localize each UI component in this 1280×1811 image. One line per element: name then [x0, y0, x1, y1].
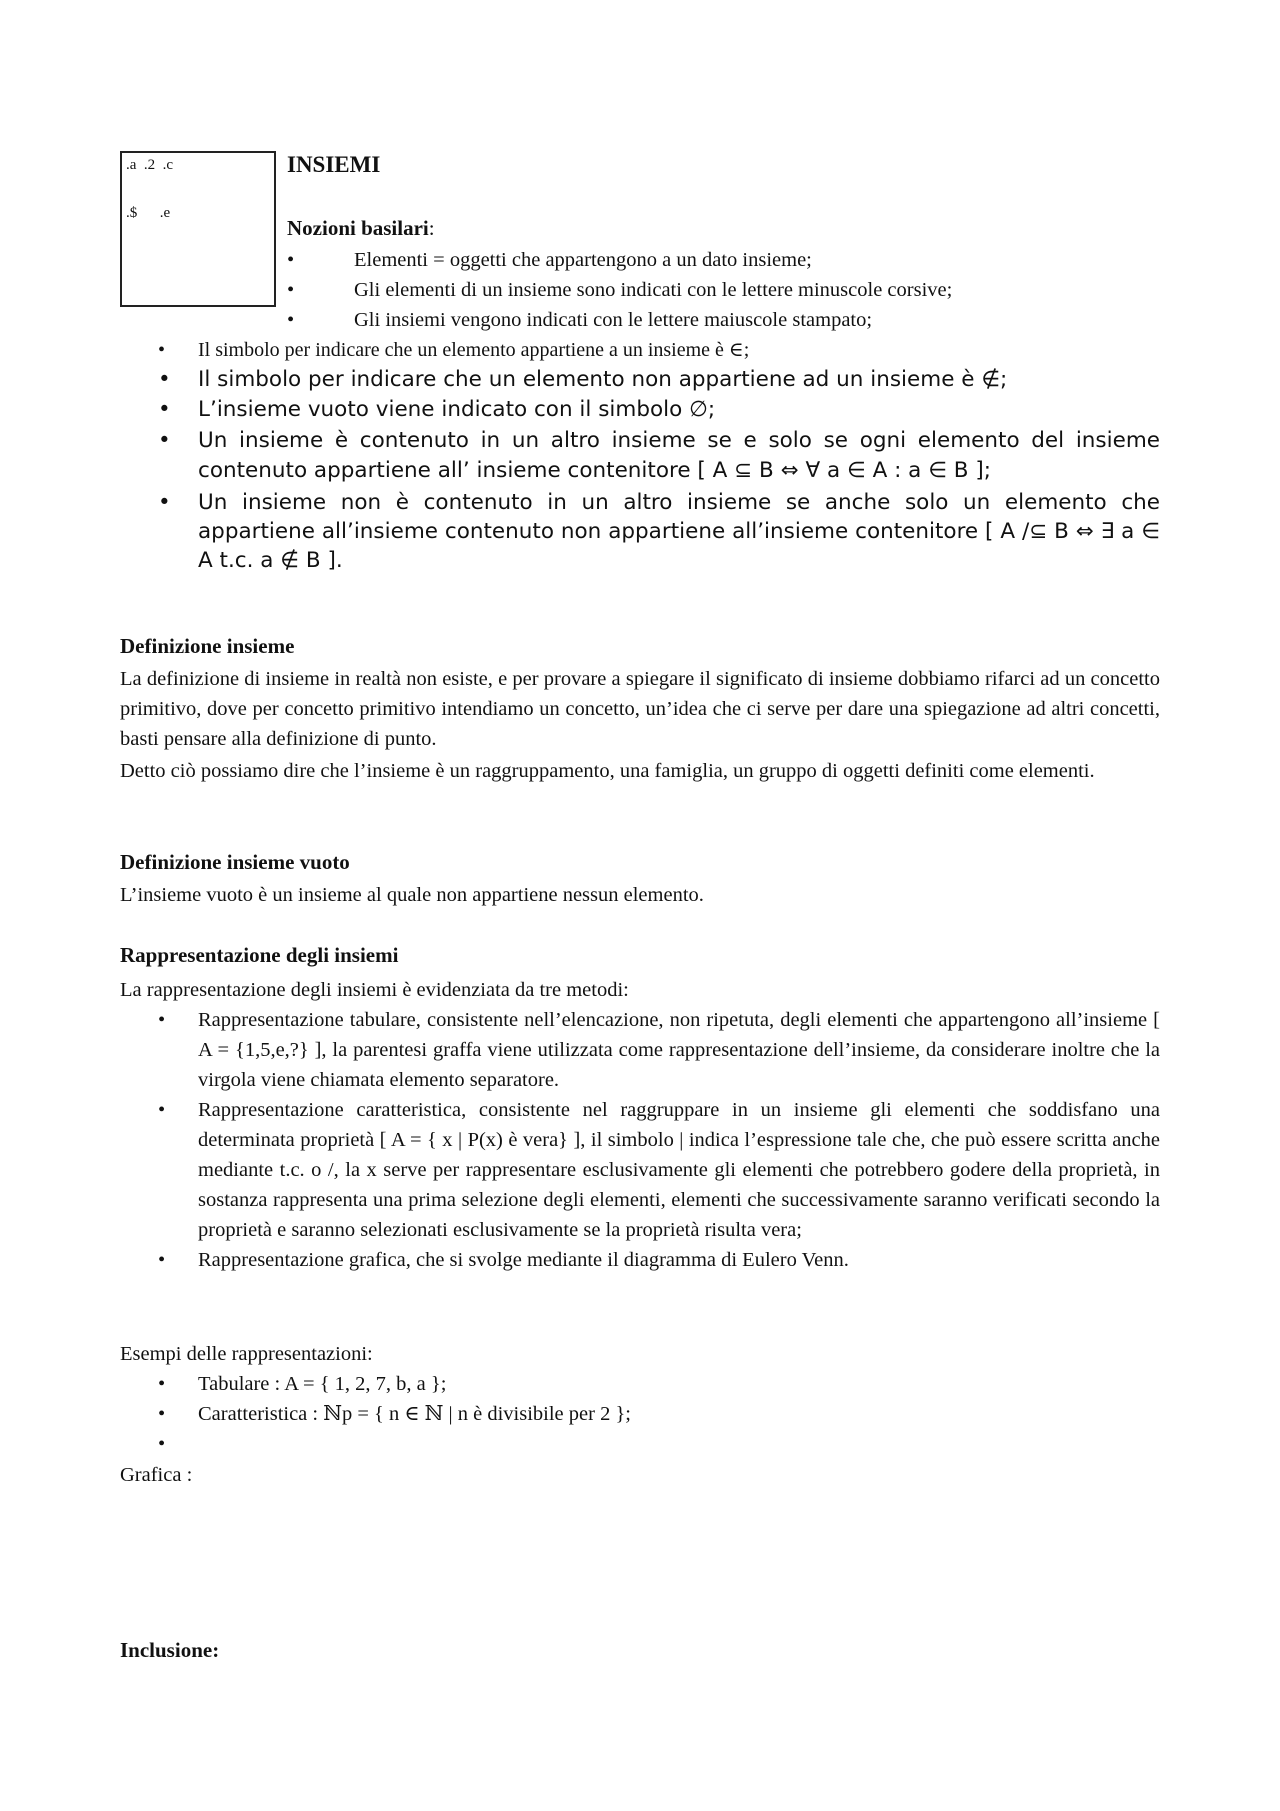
list-item-text: Il simbolo per indicare che un elemento non appartiene ad un insieme è ∉;: [198, 367, 1008, 392]
esempi-list: [120, 1369, 1160, 1459]
list-item-text: Rappresentazione grafica, che si svolge mediante il diagramma di Eulero Venn.: [198, 1249, 849, 1271]
bullet: •: [287, 309, 295, 331]
list-item-text: Gli elementi di un insieme sono indicati con le lettere minuscole corsive;: [354, 279, 953, 301]
list-item: [120, 1245, 1160, 1275]
list-item: [120, 1369, 1160, 1399]
list-item: [287, 245, 1187, 275]
bullet: •: [158, 1249, 166, 1271]
paragraph-definizione-2: Detto ciò possiamo dire che l’insieme è un raggruppamento, una famiglia, un gruppo di oggetti definiti come elementi.: [120, 760, 1095, 782]
diagram-elements-row-1: .a .2 .c: [126, 157, 174, 173]
bullet: •: [158, 1373, 166, 1395]
list-item-text: Un insieme non è contenuto in un altro insieme se anche solo un elemento che appartiene all’insieme contenuto non appartiene all’insieme contenitore [ A /⊆ B ⇔ ∃ a ∈ A t.c. a ∉ B ].: [198, 490, 1160, 573]
list-item-text: Rappresentazione caratteristica, consistente nel raggruppare in un insieme gli elementi che soddisfano una determinata proprietà [ A = { x | P(x) è vera} ], il simbolo | indica l’espressione tale che, che può essere scritta anche mediante t.c. o /, la x serve per rappresentare esclusivamente gli elementi che potrebbero godere della proprietà, in sostanza rappresenta una prima selezione degli elementi, elementi che successivamente saranno verificati secondo la proprietà e saranno selezionati esclusivamente se la proprietà risulta vera;: [198, 1099, 1160, 1241]
list-item-text: Rappresentazione tabulare, consistente nell’elencazione, non ripetuta, degli elementi che appartengono all’insieme [ A = {1,5,e,?} ], la parentesi graffa viene utilizzata come rappresentazione dell’insieme, da considerare inoltre che la virgola viene chiamata elemento separatore.: [198, 1009, 1160, 1091]
bullet: •: [158, 367, 171, 392]
list-item: [120, 1399, 1160, 1429]
list-item-text: Gli insiemi vengono indicati con le lettere maiuscole stampato;: [354, 309, 873, 331]
list-item-text: Un insieme è contenuto in un altro insieme se e solo se ogni elemento del insieme contenuto appartiene all’ insieme contenitore [ A ⊆ B ⇔ ∀ a ∈ A : a ∈ B ];: [198, 428, 1160, 483]
paragraph-definizione-1: La definizione di insieme in realtà non esiste, e per provare a spiegare il significato di insieme dobbiamo rifarci ad un concetto primitivo, dove per concetto primitivo intendiamo un concetto, un’idea che ci serve per dare una spiegazione ad altri concetti, basti pensare alla definizione di punto.: [120, 668, 1160, 750]
section-heading-rappresentazione: Rappresentazione degli insiemi: [120, 943, 399, 967]
list-item-text: Il simbolo per indicare che un elemento appartiene a un insieme è ∈;: [198, 339, 750, 361]
list-item-text: Elementi = oggetti che appartengono a un dato insieme;: [354, 249, 812, 271]
bullet: •: [158, 1403, 166, 1425]
nozioni-list: [287, 245, 1187, 335]
paragraph-rappresentazione-intro: La rappresentazione degli insiemi è evidenziata da tre metodi:: [120, 979, 629, 1001]
grafica-label: Grafica :: [120, 1464, 193, 1486]
rappresentazione-list: [120, 1005, 1160, 1275]
bullet: •: [158, 339, 166, 361]
list-item: [120, 426, 1160, 486]
list-item: [120, 336, 1160, 365]
nozioni-heading-label: Nozioni basilari: [287, 216, 429, 240]
list-item: [120, 365, 1160, 395]
nozioni-heading-colon: :: [428, 216, 435, 240]
bullet: •: [287, 279, 295, 301]
paragraph-esempi-intro: Esempi delle rappresentazioni:: [120, 1343, 373, 1365]
section-heading-vuoto: Definizione insieme vuoto: [120, 850, 350, 874]
diagram-elements-row-2: .$ .e: [126, 205, 171, 221]
list-item-text: Tabulare : A = { 1, 2, 7, b, a };: [198, 1373, 447, 1395]
set-diagram-box: [120, 151, 276, 307]
bullet: •: [287, 249, 295, 271]
list-item: [120, 395, 1160, 425]
section-heading-inclusione: Inclusione:: [120, 1638, 220, 1662]
list-item: [287, 305, 1187, 335]
section-heading-definizione: Definizione insieme: [120, 634, 295, 658]
list-item: [120, 1095, 1160, 1245]
bullet: •: [158, 490, 171, 515]
page-title: INSIEMI: [287, 152, 381, 177]
bullet: •: [158, 1099, 166, 1121]
list-item-text: Caratteristica : ℕp = { n ∈ ℕ | n è divisibile per 2 };: [198, 1403, 631, 1425]
nozioni-heading: [287, 216, 435, 241]
bullet: •: [158, 1009, 166, 1031]
symbols-list: [120, 336, 1160, 575]
paragraph-vuoto: L’insieme vuoto è un insieme al quale non appartiene nessun elemento.: [120, 884, 704, 906]
list-item: [120, 1005, 1160, 1095]
bullet: •: [158, 428, 171, 453]
bullet: •: [158, 397, 171, 422]
bullet: •: [158, 1433, 166, 1455]
list-item-text: L’insieme vuoto viene indicato con il simbolo ∅;: [198, 397, 716, 422]
list-item: [120, 1429, 1160, 1459]
list-item: [287, 275, 1187, 305]
list-item: [120, 488, 1160, 575]
